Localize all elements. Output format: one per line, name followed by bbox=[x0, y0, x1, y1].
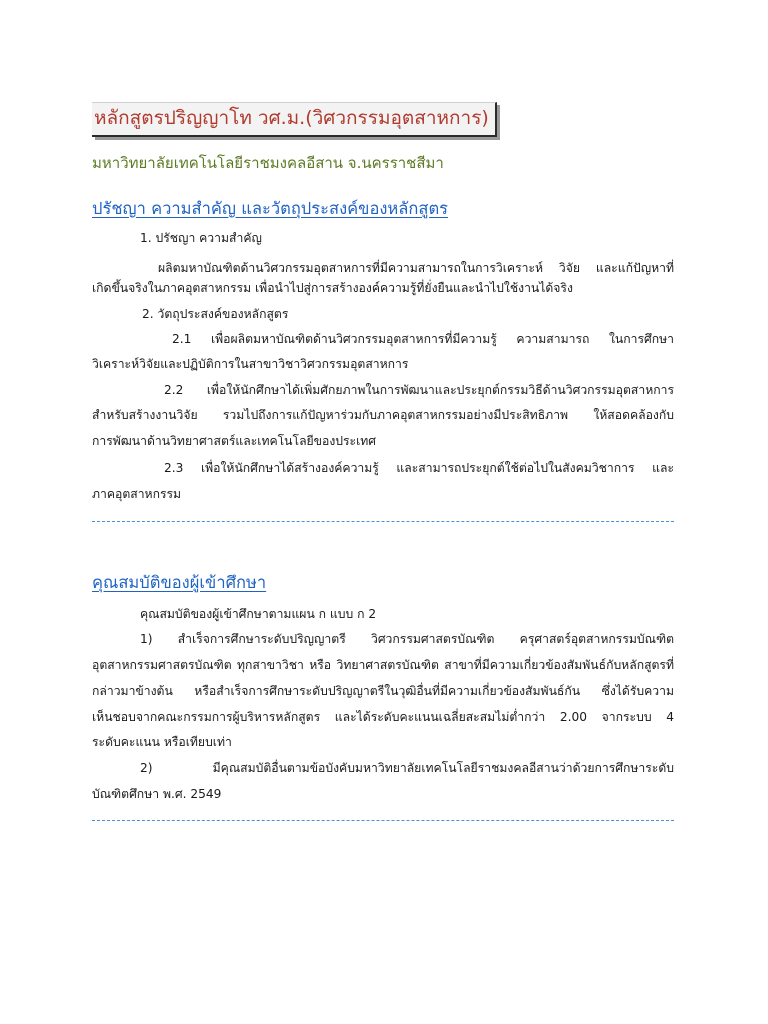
paragraph-line: เกิดขึ้นจริงในภาคอุตสาหกรรม เพื่อนำไปสู่การสร้างองค์ความรู้ที่ยั่งยืนและนำไปใช้งานได้จริง bbox=[92, 281, 573, 295]
paragraph-line: วิเคราะห์วิจัยและปฏิบัติการในสาขาวิชาวิศวกรรมอุตสาหการ bbox=[92, 357, 409, 371]
paragraph-line: ระดับคะแนน หรือเทียบเท่า bbox=[92, 735, 232, 749]
qualification-2: 2) มีคุณสมบัติอื่นตามข้อบังคับมหาวิทยาลัยเทคโนโลยีราชมงคลอีสานว่าด้วยการศึกษาระดับ bbox=[140, 761, 674, 775]
paragraph-line: ผลิตมหาบัณฑิตด้านวิศวกรรมอุตสาหการที่มีความสามารถในการวิเคราะห์ วิจัย และแก้ปัญหาที่ bbox=[158, 261, 674, 275]
paragraph-line: เห็นชอบจากคณะกรรมการผู้บริหารหลักสูตร และได้ระดับคะแนนเฉลี่ยสะสมไม่ต่ำกว่า 2.00 จากระบบ 4 bbox=[92, 710, 674, 724]
item-1-label: 1. ปรัชญา ความสำคัญ bbox=[140, 231, 262, 245]
item-2-label: 2. วัตถุประสงค์ของหลักสูตร bbox=[142, 307, 289, 321]
paragraph-line: สำหรับสร้างงานวิจัย รวมไปถึงการแก้ปัญหาร่วมกับภาคอุตสาหกรรมอย่างมีประสิทธิภาพ ให้สอดคล้องกับ bbox=[92, 408, 674, 422]
paragraph-line: อุตสาหกรรมศาสตรบัณฑิต ทุกสาขาวิชา หรือ วิทยาศาสตรบัณฑิต สาขาที่มีความเกี่ยวข้องสัมพันธ์กับหลักสูตรที่ bbox=[92, 658, 674, 672]
paragraph-line: บัณฑิตศึกษา พ.ศ. 2549 bbox=[92, 787, 222, 801]
objective-2-3: 2.3 เพื่อให้นักศึกษาได้สร้างองค์ความรู้ และสามารถประยุกต์ใช้ต่อไปในสังคมวิชาการ และ bbox=[164, 461, 674, 475]
document-title: หลักสูตรปริญญาโท วศ.ม.(วิศวกรรมอุตสาหการ) bbox=[92, 102, 497, 137]
qualification-1: 1) สำเร็จการศึกษาระดับปริญญาตรี วิศวกรรมศาสตรบัณฑิต ครุศาสตร์อุตสาหกรรมบัณฑิต bbox=[140, 632, 674, 646]
university-subtitle: มหาวิทยาลัยเทคโนโลยีราชมงคลอีสาน จ.นครราชสีมา bbox=[92, 154, 444, 172]
paragraph-line: กล่าวมาข้างต้น หรือสำเร็จการศึกษาระดับปริญญาตรีในวุฒิอื่นที่มีความเกี่ยวข้องสัมพันธ์กัน ซึ่งได้รับความ bbox=[92, 684, 674, 698]
section-divider bbox=[92, 820, 674, 821]
section-heading-qualifications: คุณสมบัติของผู้เข้าศึกษา bbox=[92, 573, 267, 592]
paragraph-line: ภาคอุตสาหกรรม bbox=[92, 487, 182, 501]
section-heading-philosophy: ปรัชญา ความสำคัญ และวัตถุประสงค์ของหลักสูตร bbox=[92, 199, 449, 218]
objective-2-2: 2.2 เพื่อให้นักศึกษาได้เพิ่มศักยภาพในการพัฒนาและประยุกต์กรรมวิธีด้านวิศวกรรมอุตสาหการ bbox=[164, 383, 674, 397]
section-divider bbox=[92, 521, 674, 522]
qualification-intro: คุณสมบัติของผู้เข้าศึกษาตามแผน ก แบบ ก 2 bbox=[140, 607, 377, 621]
paragraph-line: การพัฒนาด้านวิทยาศาสตร์และเทคโนโลยีของประเทศ bbox=[92, 434, 377, 448]
objective-2-1: 2.1 เพื่อผลิตมหาบัณฑิตด้านวิศวกรรมอุตสาหการที่มีความรู้ ความสามารถ ในการศึกษา bbox=[172, 332, 674, 346]
